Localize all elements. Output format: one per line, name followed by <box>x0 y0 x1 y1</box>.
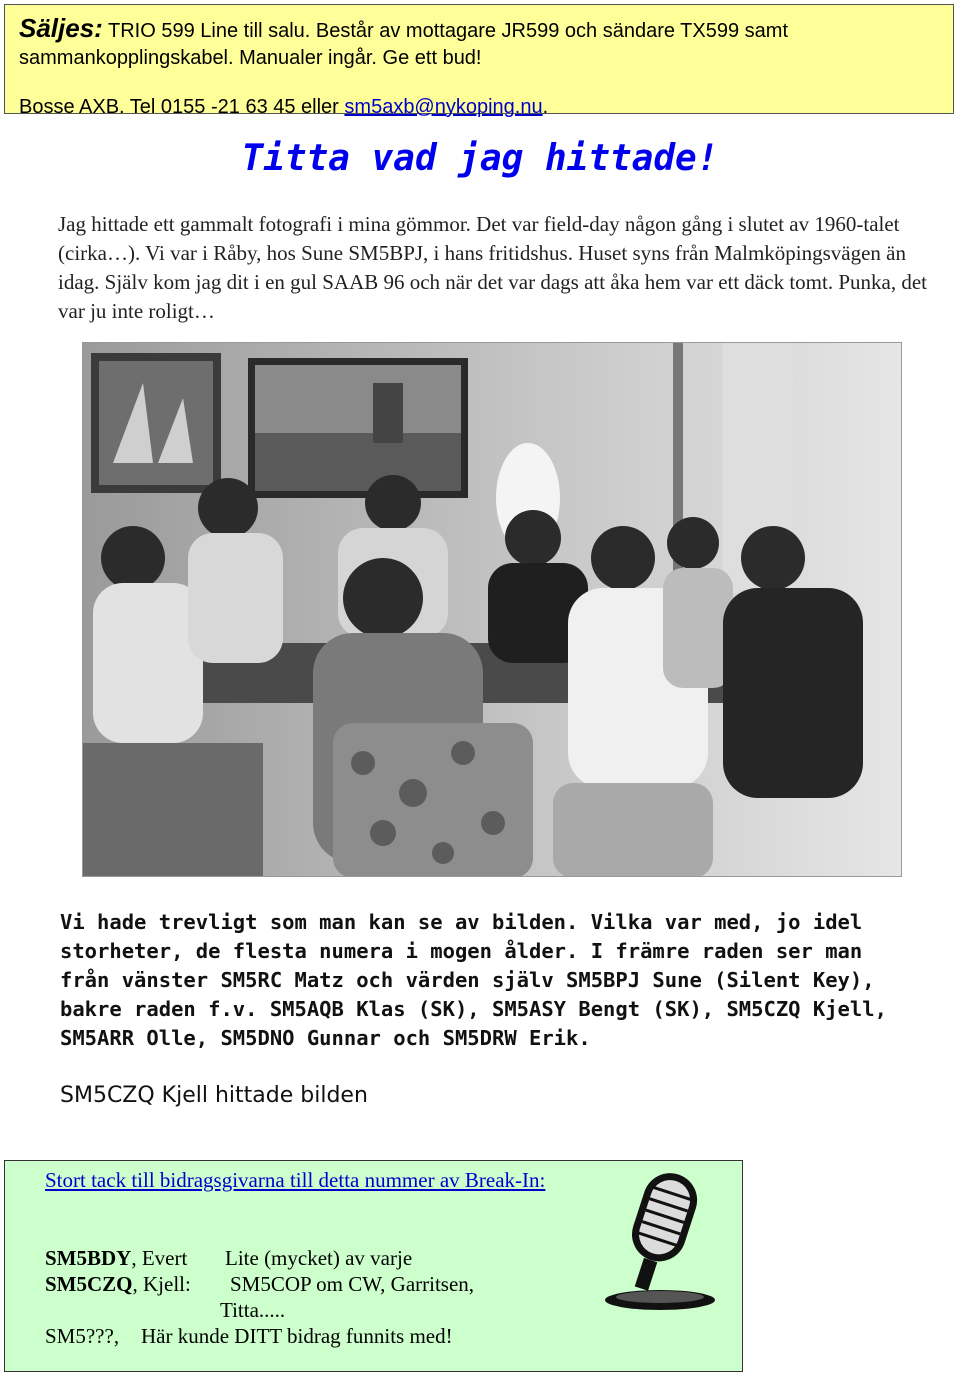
thanks-title-link[interactable]: Stort tack till bidragsgivarna till detta nummer av Break-In: <box>45 1168 546 1192</box>
thanks-row <box>45 1245 413 1271</box>
article-intro: Jag hittade ett gammalt fotografi i mina gömmor. Det var field-day någon gång i slutet av 1960-talet (cirka…). Vi var i Råby, hos Sune SM5BPJ, i hans fritidshus. Huset syns från Malmköpingsvägen än idag. Själv kom jag dit i en gul SAAB 96 och när det var dags att åka hem var ett däck tomt. Punka, det var ju inte roligt… <box>58 212 927 323</box>
contribution: SM5COP om CW, Garritsen, <box>230 1272 475 1296</box>
call-sign: SM5BDY <box>45 1246 132 1270</box>
contact-prefix: Bosse AXB. Tel 0155 -21 63 45 eller <box>19 96 345 118</box>
contribution: Titta..... <box>220 1298 286 1322</box>
for-sale-text <box>19 15 939 72</box>
for-sale-label: Säljes: <box>19 13 103 43</box>
thanks-row <box>45 1271 475 1297</box>
contributor-name: , Kjell: <box>132 1272 191 1296</box>
for-sale-description: TRIO 599 Line till salu. Består av mottagare JR599 och sändare TX599 samt sammankopplingskabel. Manualer ingår. Ge ett bud! <box>19 20 789 69</box>
contact-suffix: . <box>542 96 549 118</box>
call-sign: SM5CZQ <box>45 1272 133 1296</box>
contribution: Lite (mycket) av varje <box>225 1246 413 1270</box>
email-link[interactable]: sm5axb@nykoping.nu <box>344 96 543 118</box>
group-photo <box>82 342 902 877</box>
article-headline: Titta vad jag hittade! <box>241 138 719 179</box>
microphone-icon <box>598 1162 728 1312</box>
photo-caption: Vi hade trevligt som man kan se av bilden. Vilka var med, jo idel storheter, de flesta numera i mogen ålder. I främre raden ser man från vänster SM5RC Matz och värden själv SM5BPJ Sune (Silent Key), bakre raden f.v. SM5AQB Klas (SK), SM5ASY Bengt (SK), SM5CZQ Kjell, SM5ARR Olle, SM5DNO Gunnar och SM5DRW Erik. <box>60 910 887 1050</box>
for-sale-contact <box>19 94 939 121</box>
for-sale-box <box>4 4 954 118</box>
contribution: Här kunde DITT bidrag funnits med! <box>141 1324 453 1348</box>
contributor-name: SM5???, <box>45 1324 120 1348</box>
thanks-row <box>45 1323 453 1349</box>
photo-image <box>83 343 902 877</box>
contributor-name: , Evert <box>131 1246 188 1270</box>
photo-credit: SM5CZQ Kjell hittade bilden <box>60 1083 368 1108</box>
